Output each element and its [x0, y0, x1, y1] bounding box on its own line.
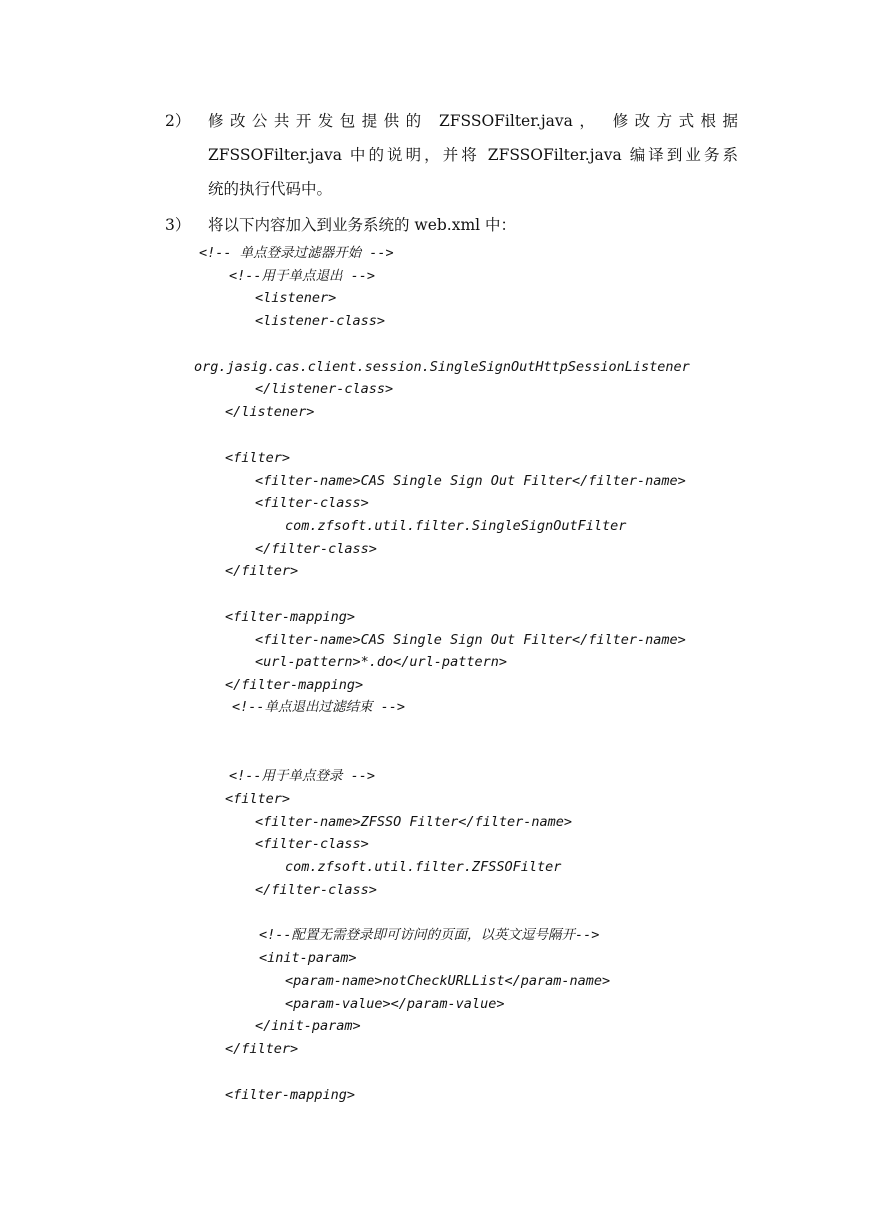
code-line: <filter-mapping>: [225, 609, 356, 625]
code-comment-single-logout-end: <!--单点退出过滤结束 -->: [232, 699, 406, 715]
code-line: <filter-name>CAS Single Sign Out Filter</filter-name>: [255, 632, 686, 648]
code-line: <filter>: [225, 791, 291, 807]
code-line: <url-pattern>*.do</url-pattern>: [255, 654, 507, 670]
code-line: </listener-class>: [255, 381, 394, 397]
code-line: <filter-name>ZFSSO Filter</filter-name>: [255, 814, 572, 830]
code-line: </filter>: [225, 563, 299, 579]
step-2-line-1: 修改公共开发包提供的 ZFSSOFilter.java， 修改方式根据: [208, 112, 738, 130]
code-line: <init-param>: [259, 950, 357, 966]
code-comment-single-logout: <!--用于单点退出 -->: [229, 268, 376, 284]
code-comment-no-login-pages: <!--配置无需登录即可访问的页面，以英文逗号隔开-->: [259, 927, 600, 943]
code-line: org.jasig.cas.client.session.SingleSignOutHttpSessionListener: [194, 359, 690, 375]
code-line: <listener>: [255, 290, 337, 306]
code-line: <param-value></param-value>: [285, 996, 505, 1012]
code-line: </filter-mapping>: [225, 677, 364, 693]
step-2-number: 2）: [165, 112, 191, 130]
code-line: <filter>: [225, 450, 291, 466]
code-line: </filter-class>: [255, 541, 377, 557]
step-3-line-1: 将以下内容加入到业务系统的 web.xml 中：: [208, 216, 517, 234]
step-2-line-3: 统的执行代码中。: [208, 180, 333, 198]
code-line: <filter-mapping>: [225, 1087, 356, 1103]
code-line: <filter-class>: [255, 836, 369, 852]
code-line: <filter-name>CAS Single Sign Out Filter</filter-name>: [255, 473, 686, 489]
code-line: </listener>: [225, 404, 315, 420]
code-line: <filter-class>: [255, 495, 369, 511]
code-line: </filter>: [225, 1041, 299, 1057]
code-line: <listener-class>: [255, 313, 386, 329]
code-comment-sso-start: <!-- 单点登录过滤器开始 -->: [199, 245, 394, 261]
code-line: com.zfsoft.util.filter.ZFSSOFilter: [285, 859, 562, 875]
code-line: </init-param>: [255, 1018, 361, 1034]
step-3-number: 3）: [165, 216, 191, 234]
code-comment-single-login: <!--用于单点登录 -->: [229, 768, 376, 784]
step-2-line-2: ZFSSOFilter.java 中的说明，并将 ZFSSOFilter.java 编译到业务系: [208, 146, 738, 164]
code-line: <param-name>notCheckURLList</param-name>: [285, 973, 611, 989]
code-line: </filter-class>: [255, 882, 377, 898]
code-line: com.zfsoft.util.filter.SingleSignOutFilter: [285, 518, 627, 534]
